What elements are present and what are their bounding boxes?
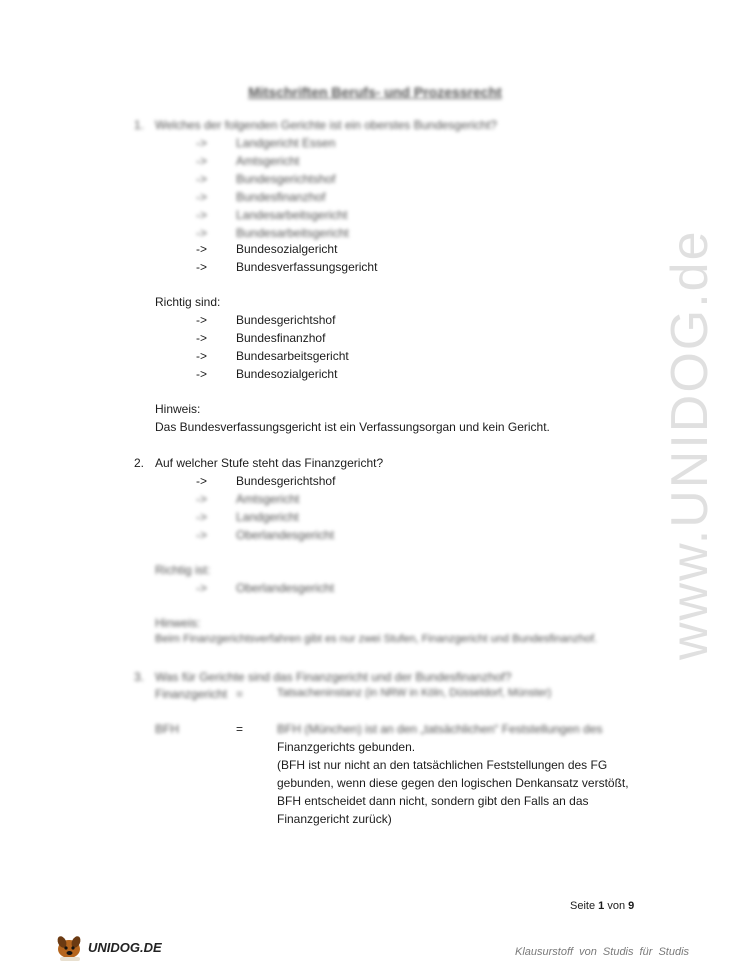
q1-option: Bundesfinanzhof <box>236 190 326 204</box>
arrow: -> <box>196 349 208 363</box>
q2-question: Auf welcher Stufe steht das Finanzgericht? <box>155 456 384 470</box>
logo-text: UNIDOG.DE <box>88 940 162 955</box>
q1-correct-item: Bundesfinanzhof <box>236 331 326 345</box>
q1-option: Bundesarbeitsgericht <box>236 226 349 240</box>
q2-correct-item: Oberlandesgericht <box>236 581 335 595</box>
q3-row2-eq: = <box>236 722 244 736</box>
arrow: -> <box>196 154 208 168</box>
q1-option: Landesarbeitsgericht <box>236 208 348 222</box>
q1-correct-label: Richtig sind: <box>155 295 221 309</box>
arrow: -> <box>196 136 208 150</box>
q2-correct-label: Richtig ist: <box>155 563 211 577</box>
arrow: -> <box>196 226 208 240</box>
q3-row2-line: Finanzgericht zurück) <box>277 812 392 826</box>
q3-row2-line: Finanzgerichts gebunden. <box>277 740 416 754</box>
q2-option: Bundesgerichtshof <box>236 474 336 488</box>
arrow: -> <box>196 510 208 524</box>
page-title: Mitschriften Berufs- und Prozessrecht <box>248 84 502 100</box>
q3-row2-line: (BFH ist nur nicht an den tatsächlichen Feststellungen des FG <box>277 758 608 772</box>
watermark: www.UNIDOG.de <box>661 229 719 660</box>
q1-option: Bundesozialgericht <box>236 242 338 256</box>
q1-question: Welches der folgenden Gerichte ist ein oberstes Bundesgericht? <box>155 118 497 132</box>
q3-row2-line: BFH (München) ist an den „tatsächlichen“ Feststellungen des <box>277 722 603 736</box>
page-number <box>570 900 634 912</box>
q2-option: Amtsgericht <box>236 492 300 506</box>
q3-row2-label: BFH <box>155 722 179 736</box>
q2-number: 2. <box>134 456 145 470</box>
arrow: -> <box>196 581 208 595</box>
footer-slogan: Klausurstoff von Studis für Studis <box>515 946 690 958</box>
arrow: -> <box>196 528 208 542</box>
q2-option: Oberlandesgericht <box>236 528 335 542</box>
q3-row1-eq: = <box>236 687 244 701</box>
q3-row1-label: Finanzgericht <box>155 687 228 701</box>
arrow: -> <box>196 190 208 204</box>
arrow: -> <box>196 172 208 186</box>
arrow: -> <box>196 208 208 222</box>
q2-hint-text: Beim Finanzgerichtsverfahren gibt es nur zwei Stufen, Finanzgericht und Bundesfinanzhof. <box>155 633 598 645</box>
q3-row1-text: Tatsacheninstanz (in NRW in Köln, Düsseldorf, Münster) <box>277 687 552 699</box>
q1-option: Amtsgericht <box>236 154 300 168</box>
arrow: -> <box>196 242 208 256</box>
arrow: -> <box>196 260 208 274</box>
q1-hint-text: Das Bundesverfassungsgericht ist ein Verfassungsorgan und kein Gericht. <box>155 420 550 434</box>
arrow: -> <box>196 313 208 327</box>
page-prefix: Seite <box>570 900 596 912</box>
q1-hint-label: Hinweis: <box>155 402 201 416</box>
q1-option: Bundesverfassungsgericht <box>236 260 378 274</box>
arrow: -> <box>196 492 208 506</box>
page-mid: von <box>607 900 626 912</box>
arrow: -> <box>196 331 208 345</box>
q3-row2-line: gebunden, wenn diese gegen den logischen Denkansatz verstößt, <box>277 776 629 790</box>
q2-hint-label: Hinweis: <box>155 616 201 630</box>
page-total: 9 <box>628 900 635 912</box>
q1-correct-item: Bundesarbeitsgericht <box>236 349 349 363</box>
q1-correct-item: Bundesgerichtshof <box>236 313 336 327</box>
q3-number: 3. <box>134 670 145 684</box>
q1-option: Bundesgerichtshof <box>236 172 336 186</box>
q1-correct-item: Bundesozialgericht <box>236 367 338 381</box>
q3-question: Was für Gerichte sind das Finanzgericht und der Bundesfinanzhof? <box>155 670 512 684</box>
page-current: 1 <box>598 900 605 912</box>
arrow: -> <box>196 367 208 381</box>
q3-row2-line: BFH entscheidet dann nicht, sondern gibt den Falls an das <box>277 794 589 808</box>
q1-number: 1. <box>134 118 145 132</box>
q2-option: Landgericht <box>236 510 299 524</box>
q1-option: Landgericht Essen <box>236 136 336 150</box>
arrow: -> <box>196 474 208 488</box>
